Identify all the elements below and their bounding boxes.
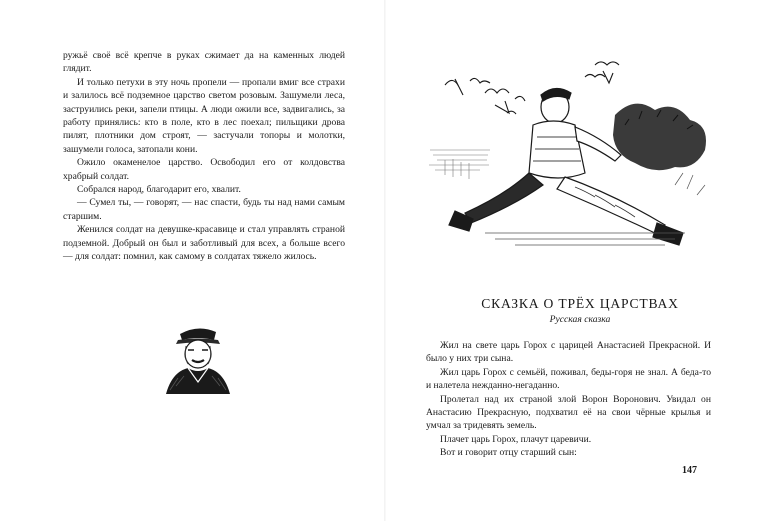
paragraph: — Сумел ты, — говорят, — нас спасти, будь ты над нами самым старшим. xyxy=(63,197,345,222)
story-subtitle: Русская сказка xyxy=(549,314,611,325)
story-title: СКАЗКА О ТРЁХ ЦАРСТВАХ xyxy=(481,296,679,311)
paragraph: ружьё своё всё крепче в руках сжимает да на каменных людей глядит. xyxy=(63,50,345,75)
paragraph: Плачет царь Горох, плачут царевичи. xyxy=(440,433,592,445)
page-number: 147 xyxy=(682,465,697,476)
paragraph: Жил на свете царь Горох с царицей Анастасией Прекрасной. И было у них три сына. xyxy=(426,340,711,365)
right-page xyxy=(385,0,770,521)
paragraph: Жил царь Горох с семьёй, поживал, беды-горя не знал. А беда-то и налетела нежданно-негаданно. xyxy=(426,366,711,392)
paragraph: И только петухи в эту ночь пропели — пропали вмиг все страхи и залилось всё подземное царство светом розовым. Зашумели леса, заструились реки, запели птицы. А люди ожили все, задвигались, за работу принялись: кто в поле, кто в лес поехал; пильщики дрова пилят, плотники дом строят, — застучали топоры и молотки, зашумели голоса, затопали кони. xyxy=(63,76,345,155)
paragraph: Собрался народ, благодарит его, хвалит. xyxy=(77,184,241,196)
paragraph: Вот и говорит отцу старший сын: xyxy=(440,447,577,459)
paragraph: Ожило окаменелое царство. Освободил его от колдовства храбрый солдат. xyxy=(63,157,345,182)
soldier-portrait-illustration xyxy=(158,320,238,400)
reclining-soldier-illustration xyxy=(425,55,720,250)
paragraph: Пролетал над их страной злой Ворон Воронович. Увидал он Анастасию Прекрасную, подхватил её на свои чёрные крылья и умчал за тридевять земель. xyxy=(426,393,711,432)
left-page-text xyxy=(63,49,345,264)
paragraph: Женился солдат на девушке-красавице и стал управлять страной подземной. Добрый он был и заботливый для всех, а больше всего — для солдат: помнил, как самому в солдатах тяжело жилось. xyxy=(63,224,345,263)
right-page-text xyxy=(426,339,711,460)
